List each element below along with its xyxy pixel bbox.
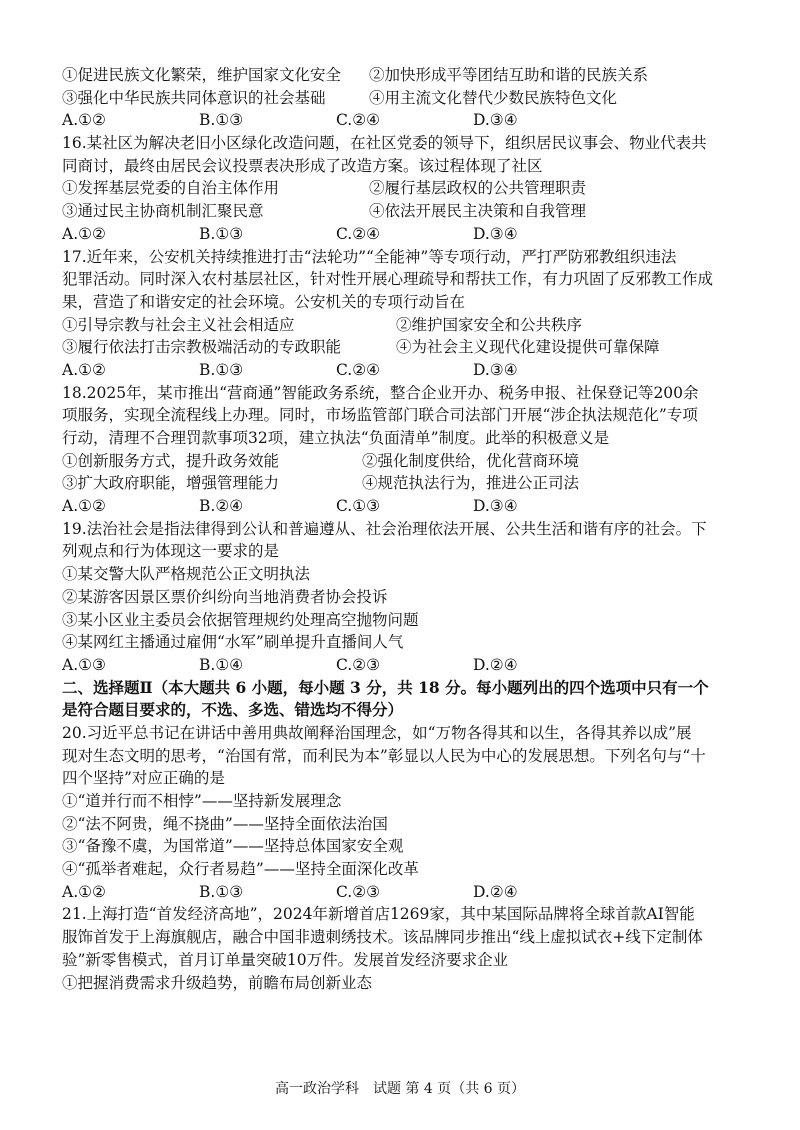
q18-statement-2: ②强化制度供给，优化营商环境 xyxy=(362,451,580,470)
q20-statement-2: ②“法不阿贵，绳不挠曲”——坚持全面依法治国 xyxy=(62,814,388,833)
q19-statement-4: ④某网红主播通过雇佣“水军”刷单提升直播间人气 xyxy=(62,633,404,652)
q15-option-a: A.①② xyxy=(62,111,106,130)
page-content xyxy=(62,64,752,994)
q18-option-a: A.①② xyxy=(62,497,106,516)
q15-options xyxy=(62,109,752,132)
q16-option-c: C.②④ xyxy=(336,224,381,243)
q17-statement-2: ②维护国家安全和公共秩序 xyxy=(396,315,583,334)
q20-option-c: C.②③ xyxy=(336,882,381,901)
q18-statement-4: ④规范执法行为，推进公正司法 xyxy=(362,474,580,493)
q17-statement-4: ④为社会主义现代化建设提供可靠保障 xyxy=(396,338,660,357)
q15-statements-row-1 xyxy=(62,64,752,87)
q15-statement-2: ②加快形成平等团结互助和谐的民族关系 xyxy=(369,66,649,84)
q16-statements-row-2 xyxy=(62,200,752,223)
q17-option-c: C.②④ xyxy=(336,360,381,379)
q21-stem-line-2: 服饰首发于上海旗舰店，融合中国非遗刺绣技术。该品牌同步推出“线上虚拟试衣+线下定制体 xyxy=(62,928,703,947)
q20-option-b: B.①③ xyxy=(199,882,244,901)
q15-statement-3: ③强化中华民族共同体意识的社会基础 xyxy=(62,88,326,107)
q19-option-d: D.②④ xyxy=(473,655,518,674)
q18-statement-1: ①创新服务方式，提升政务效能 xyxy=(62,451,280,470)
q19-statement-2: ②某游客因景区票价纠纷向当地消费者协会投诉 xyxy=(62,587,388,606)
q19-statement-1: ①某交警大队严格规范公正文明执法 xyxy=(62,565,311,584)
q20-statement-3: ③“备豫不虞，为国常道”——坚持总体国家安全观 xyxy=(62,837,404,856)
q17-option-d: D.③④ xyxy=(473,360,518,379)
q20-stem-line-1: 20.习近平总书记在讲话中善用典故阐释治国理念，如“万物各得其和以生，各得其养以成”展 xyxy=(62,723,692,742)
q19-stem-line-2: 列观点和行为体现这一要求的是 xyxy=(62,542,280,561)
q15-statement-4: ④用主流文化替代少数民族特色文化 xyxy=(369,88,618,107)
q16-option-b: B.①③ xyxy=(199,224,244,243)
q17-option-a: A.①② xyxy=(62,360,106,379)
q21-statement-1: ①把握消费需求升级趋势，前瞻布局创新业态 xyxy=(62,973,373,992)
page-footer: 高一政治学科 试题 第 4 页（共 6 页） xyxy=(274,1081,526,1097)
q16-statement-2: ②履行基层政权的公共管理职责 xyxy=(369,179,587,198)
q16-statements-row-1 xyxy=(62,177,752,200)
q15-statements-row-2 xyxy=(62,87,752,110)
q18-options xyxy=(62,495,752,518)
q20-option-d: D.②④ xyxy=(473,882,518,901)
q18-option-d: D.③④ xyxy=(473,497,518,516)
q19-option-b: B.①④ xyxy=(199,655,244,674)
q20-statement-4: ④“孤举者难起，众行者易趋”——坚持全面深化改革 xyxy=(62,860,419,879)
q21-stem-line-1: 21.上海打造“首发经济高地”，2024年新增首店1269家，其中某国际品牌将全球首款AI智能 xyxy=(62,905,695,924)
q15-statement-1: ①促进民族文化繁荣，维护国家文化安全 xyxy=(62,66,342,84)
q17-option-b: B.①③ xyxy=(199,360,244,379)
q19-option-a: A.①③ xyxy=(62,655,106,674)
q16-statement-4: ④依法开展民主决策和自我管理 xyxy=(369,202,587,221)
q20-stem-line-3: 四个坚持”对应正确的是 xyxy=(62,769,225,788)
section-2-heading-line-1: 二、选择题Ⅱ（本大题共 6 小题，每小题 3 分，共 18 分。每小题列出的四个选项中只有一个 xyxy=(62,677,709,697)
q17-stem-line-2: 犯罪活动。同时深入农村基层社区，针对性开展心理疏导和帮扶工作，有力巩固了反邪教工作成 xyxy=(62,270,714,289)
q18-stem-line-1: 18.2025年，某市推出“营商通”智能政务系统，整合企业开办、税务申报、社保登记等200余 xyxy=(62,383,699,402)
q16-options xyxy=(62,223,752,246)
q17-stem-line-1: 17.近年来，公安机关持续推进打击“法轮功”“全能神”等专项行动，严打严防邪教组织违法 xyxy=(62,247,677,266)
q16-statement-3: ③通过民主协商机制汇聚民意 xyxy=(62,202,264,221)
q19-stem-line-1: 19.法治社会是指法律得到公认和普遍遵从、社会治理依法开展、公共生活和谐有序的社会。下 xyxy=(62,519,707,538)
q20-options xyxy=(62,881,752,904)
q18-statements-row-1 xyxy=(62,450,752,473)
q17-statements-row-2 xyxy=(62,336,752,359)
q20-statement-1: ①“道并行而不相悖”——坚持新发展理念 xyxy=(62,792,342,810)
q17-statement-1: ①引导宗教与社会主义社会相适应 xyxy=(62,315,295,334)
q19-statement-3: ③某小区业主委员会依据管理规约处理高空抛物问题 xyxy=(62,610,419,629)
q15-option-d: D.③④ xyxy=(473,111,518,130)
q16-stem-line-1: 16.某社区为解决老旧小区绿化改造问题，在社区党委的领导下，组织居民议事会、物业代表共 xyxy=(62,134,707,153)
q16-statement-1: ①发挥基层党委的自治主体作用 xyxy=(62,179,280,198)
q20-option-a: A.①② xyxy=(62,882,106,901)
q16-option-d: D.③④ xyxy=(473,224,518,243)
q19-option-c: C.②③ xyxy=(336,655,381,674)
q18-stem-line-3: 行动，清理不合理罚款事项32项，建立执法“负面清单”制度。此举的积极意义是 xyxy=(62,429,610,447)
q16-option-a: A.①② xyxy=(62,224,106,243)
q18-statement-3: ③扩大政府职能，增强管理能力 xyxy=(62,474,280,493)
q15-option-c: C.②④ xyxy=(336,111,381,130)
q18-statements-row-2 xyxy=(62,472,752,495)
q20-stem-line-2: 现对生态文明的思考，“治国有常，而利民为本”彰显以人民为中心的发展思想。下列名句与“十 xyxy=(62,746,706,765)
q18-option-c: C.①③ xyxy=(336,497,381,516)
q17-options xyxy=(62,359,752,382)
q17-statements-row-1 xyxy=(62,314,752,337)
q18-option-b: B.②④ xyxy=(199,497,244,516)
q17-statement-3: ③履行依法打击宗教极端活动的专政职能 xyxy=(62,338,342,357)
q19-options xyxy=(62,654,752,677)
q21-stem-line-3: 验”新零售模式，首月订单量突破10万件。发展首发经济要求企业 xyxy=(62,950,509,969)
q18-stem-line-2: 项服务，实现全流程线上办理。同时，市场监管部门联合司法部门开展“涉企执法规范化”专项 xyxy=(62,406,698,425)
section-2-heading-line-2: 是符合题目要求的，不选、多选、错选均不得分） xyxy=(62,700,404,720)
q17-stem-line-3: 果，营造了和谐安定的社会环境。公安机关的专项行动旨在 xyxy=(62,292,466,311)
q15-option-b: B.①③ xyxy=(199,111,244,130)
q16-stem-line-2: 同商讨，最终由居民会议投票表决形成了改造方案。该过程体现了社区 xyxy=(62,156,543,175)
